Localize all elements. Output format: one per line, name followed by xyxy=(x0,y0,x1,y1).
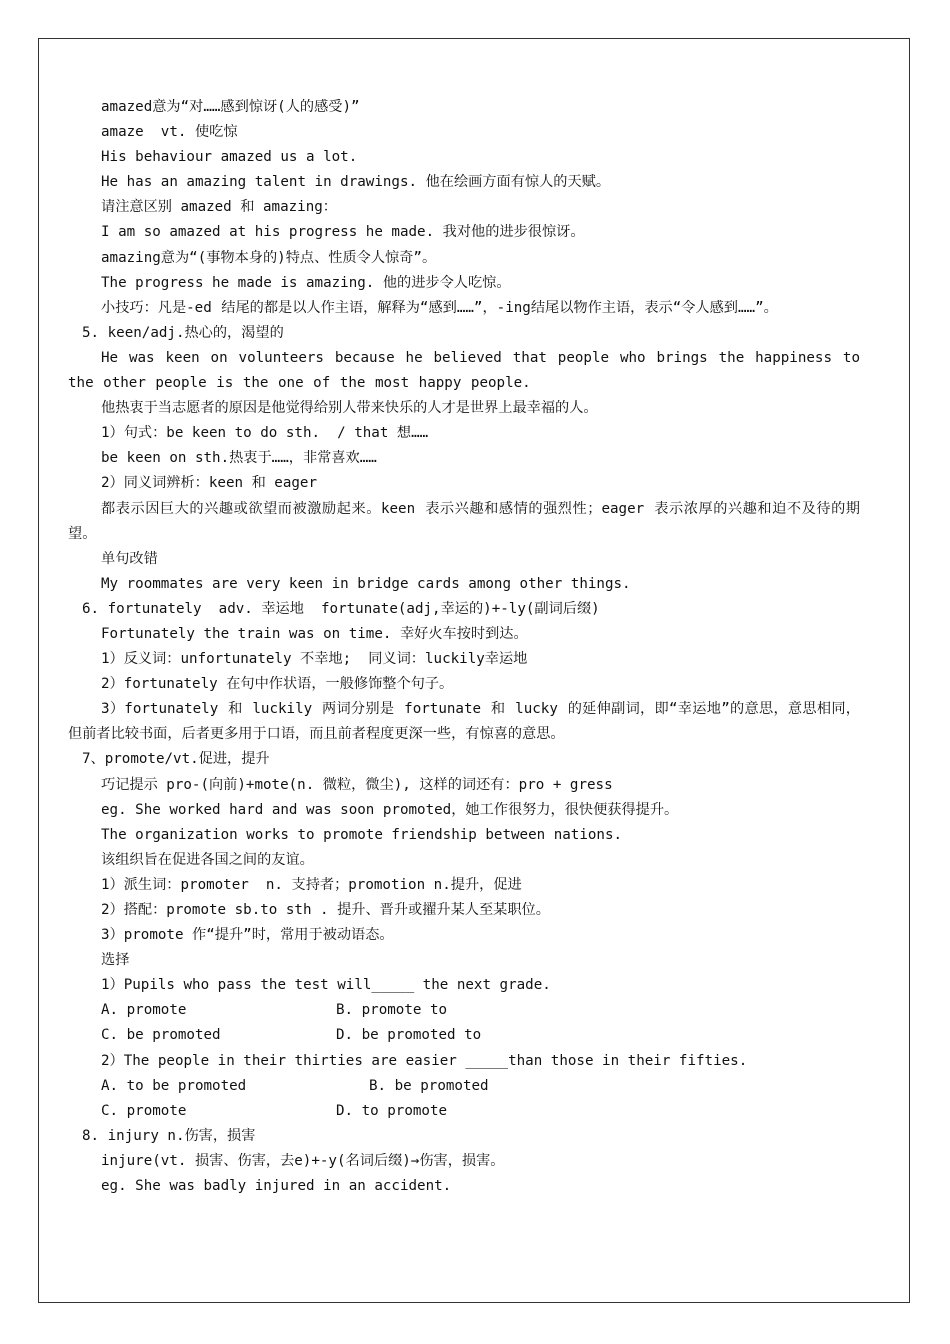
text-line: 1）反义词：unfortunately 不幸地; 同义词：luckily幸运地 xyxy=(101,651,528,668)
section-heading-promote: 7、promote/vt.促进，提升 xyxy=(82,751,270,768)
question-2: 2）The people in their thirties are easier _____than those in their fifties. xyxy=(101,1052,748,1069)
text-line: 请注意区别 amazed 和 amazing： xyxy=(101,199,337,216)
question-2-options-row xyxy=(68,1074,860,1099)
text-line: 巧记提示 pro-(向前)+mote(n. 微粒，微尘), 这样的词还有：pro + gress xyxy=(101,776,613,793)
example-sentence: He has an amazing talent in drawings. 他在绘画方面有惊人的天赋。 xyxy=(101,174,611,191)
translation: 他热衷于当志愿者的原因是他觉得给别人带来快乐的人才是世界上最幸福的人。 xyxy=(101,400,598,417)
example-sentence: His behaviour amazed us a lot. xyxy=(101,149,358,166)
text-line: 1）派生词：promoter n. 支持者；promotion n.提升，促进 xyxy=(101,876,522,893)
example-sentence: He was keen on volunteers because he believed that people who brings the happiness to the other people is the one of the most happy people. xyxy=(68,349,860,392)
option-a: A. to be promoted xyxy=(101,1077,247,1094)
text-line: 2）同义词辨析：keen 和 eager xyxy=(101,475,317,492)
explanation-paragraph: 都表示因巨大的兴趣或欲望而被激励起来。keen 表示兴趣和感情的强烈性；eager 表示浓厚的兴趣和迫不及待的期望。 xyxy=(68,500,860,542)
example-sentence: The organization works to promote friendship between nations. xyxy=(101,826,623,843)
section-heading-fortunately: 6. fortunately adv. 幸运地 fortunate(adj,幸运的)+-ly(副词后缀) xyxy=(82,600,600,617)
text-line: 1）句式：be keen to do sth. / that 想…… xyxy=(101,425,429,442)
exercise-heading: 选择 xyxy=(101,952,130,969)
example-sentence: I am so amazed at his progress he made. 我对他的进步很惊讶。 xyxy=(101,224,585,241)
text-line: amaze vt. 使吃惊 xyxy=(101,124,238,141)
text-line: 2）搭配：promote sb.to sth . 提升、晋升或擢升某人至某职位。 xyxy=(101,902,550,918)
section-heading-keen: 5. keen/adj.热心的，渴望的 xyxy=(82,324,284,341)
text-line: 2）fortunately 在句中作状语，一般修饰整个句子。 xyxy=(101,676,454,693)
question-1: 1）Pupils who pass the test will_____ the next grade. xyxy=(101,977,551,994)
option-c: C. be promoted xyxy=(101,1027,221,1044)
question-1-options-row xyxy=(68,1023,860,1048)
example-sentence: The progress he made is amazing. 他的进步令人吃惊。 xyxy=(101,274,511,291)
option-c: C. promote xyxy=(101,1102,187,1119)
text-line: be keen on sth.热衷于……，非常喜欢…… xyxy=(101,450,377,467)
option-a: A. promote xyxy=(101,1002,187,1019)
option-d: D. be promoted to xyxy=(336,1027,482,1044)
option-b: B. be promoted xyxy=(369,1077,489,1094)
exercise-sentence: My roommates are very keen in bridge cards among other things. xyxy=(101,575,631,592)
option-d: D. to promote xyxy=(336,1102,448,1119)
translation: 该组织旨在促进各国之间的友谊。 xyxy=(101,851,314,868)
text-line: injure(vt. 损害、伤害，去e)+-y(名词后缀)→伤害，损害。 xyxy=(101,1152,505,1169)
text-line: amazing意为“(事物本身的)特点、性质令人惊奇”。 xyxy=(101,249,437,266)
text-line: 3）promote 作“提升”时，常用于被动语态。 xyxy=(101,927,394,944)
question-2-options-row xyxy=(68,1099,860,1124)
tip-paragraph: 小技巧：凡是-ed 结尾的都是以人作主语，解释为“感到……”，-ing结尾以物作主语，表示“令人感到……”。 xyxy=(101,299,778,316)
question-1-options-row xyxy=(68,998,860,1023)
text-line: amazed意为“对……感到惊讶(人的感受)” xyxy=(101,99,360,115)
document-body xyxy=(68,95,860,1199)
option-b: B. promote to xyxy=(336,1002,448,1019)
explanation-paragraph: 3）fortunately 和 luckily 两词分别是 fortunate 和 lucky 的延伸副词，即“幸运地”的意思，意思相同，但前者比较书面，后者更多用于口语，而且前者程度更深一些，有惊喜的意思。 xyxy=(68,701,860,743)
example-sentence: eg. She was badly injured in an accident. xyxy=(101,1178,452,1195)
example-sentence: Fortunately the train was on time. 幸好火车按时到达。 xyxy=(101,625,528,642)
exercise-heading: 单句改错 xyxy=(101,550,158,567)
example-sentence: eg. She worked hard and was soon promoted，她工作很努力，很快便获得提升。 xyxy=(101,801,679,818)
section-heading-injury: 8. injury n.伤害，损害 xyxy=(82,1127,256,1144)
